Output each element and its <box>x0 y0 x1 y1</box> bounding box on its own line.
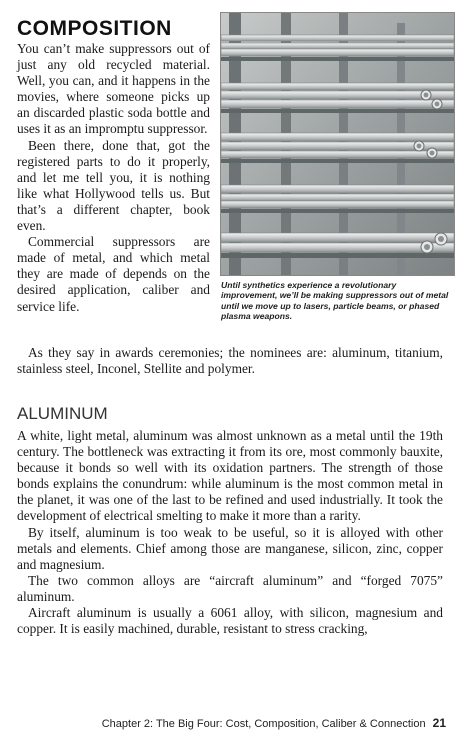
figure-caption: Until synthetics experience a revolutionary improvement, we’ll be making suppressors out of metal until we move up to lasers, particle beams, or phased plasma weapons. <box>221 280 449 321</box>
intro-paragraph-1: You can’t make suppressors out of just any old recycled material. Well, you can, and it happens in the movies, where someone picks up an discarded plastic soda bottle and uses it as an impromptu suppressor. <box>17 41 210 137</box>
aluminum-body <box>17 428 443 637</box>
aluminum-paragraph-2: By itself, aluminum is too weak to be useful, so it is alloyed with other metals and elements. Chief among those are manganese, silicon, zinc, copper and magnesium. <box>17 524 443 572</box>
aluminum-paragraph-1: A white, light metal, aluminum was almost unknown as a metal until the 19th century. The bottleneck was extracting it from its ore, most commonly bauxite, because it bonds so well with its oxidation partners. The strength of those bonds explains the conundrum: while aluminum is the most common metal in the planet, it was one of the last to be refined and used industrially. It took the development of electrical smelting to make it more than a rarity. <box>17 428 443 524</box>
page-number: 21 <box>432 716 446 730</box>
intro-column <box>17 41 210 315</box>
page-footer <box>102 716 446 730</box>
section-title-aluminum: ALUMINUM <box>17 404 108 423</box>
nominees-block <box>17 345 443 377</box>
nominees-paragraph: As they say in awards ceremonies; the nominees are: aluminum, titanium, stainless steel, Inconel, Stellite and polymer. <box>17 345 443 377</box>
aluminum-paragraph-3: The two common alloys are “aircraft aluminum” and “forged 7075” aluminum. <box>17 572 443 604</box>
metal-rack-photo <box>220 12 455 276</box>
intro-paragraph-3: Commercial suppressors are made of metal, and which metal they are made of depends on the desired application, caliber and service life. <box>17 234 210 314</box>
intro-paragraph-2: Been there, done that, got the registered parts to do it properly, and let me tell you, it is nothing like what Hollywood tells us. But that’s a different chapter, book even. <box>17 137 210 234</box>
aluminum-paragraph-4: Aircraft aluminum is usually a 6061 alloy, with silicon, magnesium and copper. It is easily machined, durable, resistant to stress cracking, <box>17 605 443 637</box>
footer-chapter-title: Chapter 2: The Big Four: Cost, Composition, Caliber & Connection <box>101 718 426 730</box>
section-title-composition: COMPOSITION <box>17 17 172 40</box>
